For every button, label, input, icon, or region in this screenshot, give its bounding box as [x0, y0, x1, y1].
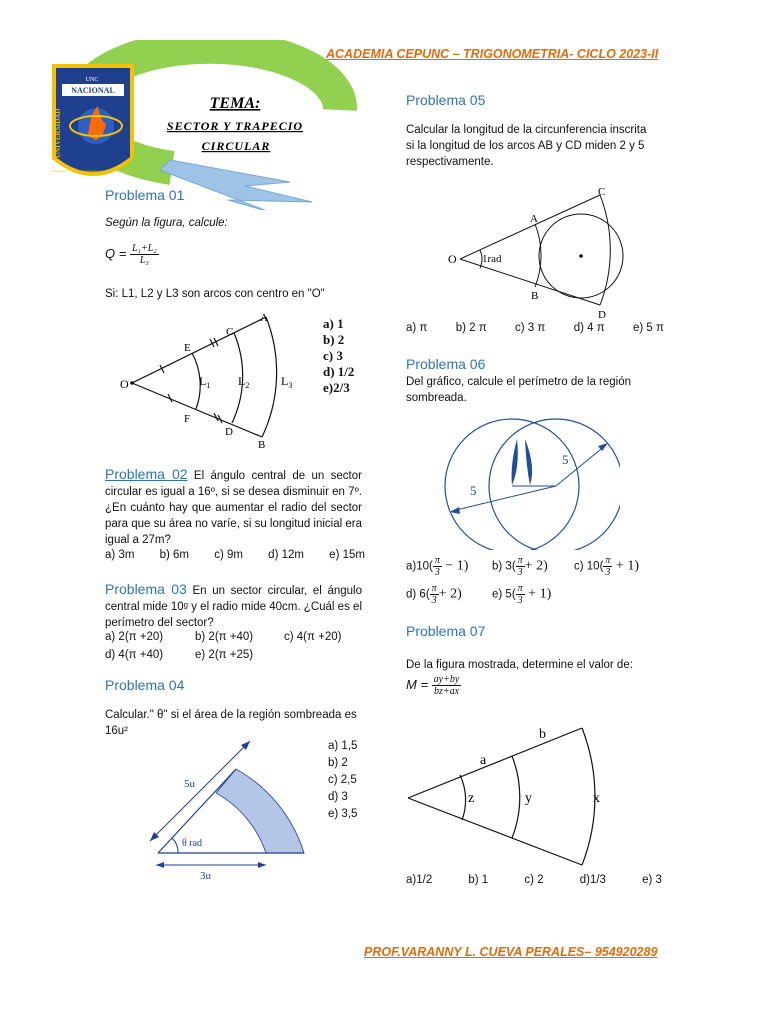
- p6-option-a: a)10( $\frac{\pi}{3}$ − 1): [406, 555, 469, 578]
- p7-formula: [406, 674, 461, 697]
- p7-label-x: x: [593, 791, 600, 806]
- p1-label-l3: $L_3$: [281, 374, 293, 390]
- p2-options: [105, 549, 365, 561]
- p7-figure: [400, 720, 640, 870]
- p4-option-d: d) 3: [328, 791, 348, 803]
- p6-option-e: e) 5( $\frac{\pi}{3}$ + 1): [492, 583, 552, 606]
- p1-sector-figure: [110, 305, 310, 450]
- p1-label-e: E: [184, 342, 191, 354]
- p4-label-theta: θ rad: [182, 838, 203, 849]
- p4-option-b: b) 2: [328, 757, 348, 769]
- p1-option-e: e)2/3: [323, 380, 350, 395]
- p5-option-a: a) π: [406, 322, 428, 334]
- p1-title: Problema 01: [105, 187, 185, 203]
- p1-label-o: O: [120, 377, 129, 391]
- p5-option-e: e) 5 π: [633, 322, 664, 334]
- p5-option-b: b) 2 π: [455, 322, 487, 334]
- p2-option-c: c) 9m: [214, 549, 243, 561]
- p7-label-a: a: [480, 753, 487, 768]
- p6-right-circle: [489, 419, 620, 550]
- p5-title: Problema 05: [406, 92, 486, 108]
- logo-motto: Cajamarca la lógica la tecnología y la defensa de la ecología: [50, 169, 136, 173]
- p6-label-radius-right: 5: [562, 452, 569, 467]
- p2-text: El ángulo central de un sector circular es igual a 16º, si se desea disminuir en 7º. ¿En cuánto hay que aumentar el radio del sector para que su área no varíe, si su longitud inicial era igual a 27m?: [105, 470, 362, 546]
- p3-option-e: e) 2(π +25): [195, 649, 254, 661]
- tema-line2: CIRCULAR: [201, 139, 271, 153]
- p1-label-a: A: [260, 312, 268, 324]
- p6-text: Del gráfico, calcule el perímetro de la región sombreada.: [406, 376, 632, 404]
- p5-option-c: c) 3 π: [515, 322, 546, 334]
- p1-lower-radius: [132, 383, 262, 437]
- p4-options: [328, 738, 357, 823]
- p7-m-den: bz+ax: [433, 686, 460, 697]
- p3-option-a: a) 2(π +20): [105, 631, 164, 643]
- p1-option-a: a) 1: [323, 316, 344, 331]
- p4-text: Calcular." θ" si el área de la región sombreada es 16u²: [105, 709, 357, 737]
- p1-label-l2: $L_2$: [238, 374, 250, 390]
- p7-option-b: b) 1: [468, 874, 489, 886]
- logo-name: NACIONAL: [71, 86, 115, 95]
- p4-option-c: c) 2,5: [328, 774, 357, 786]
- p7-option-d: d)1/3: [579, 874, 606, 886]
- p7-option-e: e) 3: [642, 874, 662, 886]
- p7-arc-z: [460, 775, 466, 820]
- p1-label-d: D: [225, 426, 233, 438]
- p7-text: De la figura mostrada, determine el valor de:: [406, 659, 633, 671]
- p4-option-e: e) 3,5: [328, 808, 358, 820]
- tema-banner: [40, 40, 370, 210]
- p2-option-a: a) 3m: [105, 549, 135, 561]
- p3-option-b: b) 2(π +40): [195, 631, 254, 643]
- p3-text: En un sector circular, el ángulo central mide 10ᵍ y el radio mide 40cm. ¿Cuál es el perímetro del sector?: [105, 585, 362, 629]
- p1-arc-l3: [262, 317, 277, 437]
- p5-arc-ab: [535, 224, 541, 287]
- p4-option-a: a) 1,5: [328, 740, 358, 752]
- p1-formula: [105, 243, 159, 266]
- p7-option-c: c) 2: [524, 874, 544, 886]
- p3-option-d: d) 4(π +40): [105, 649, 164, 661]
- p1-q-num: L₁+L₂: [131, 243, 157, 254]
- p1-options: [323, 316, 354, 396]
- logo-top-text: UNC: [85, 77, 99, 83]
- tema-title: TEMA:: [209, 95, 261, 112]
- p5-option-d: d) 4 π: [573, 322, 605, 334]
- p5-label-d: D: [598, 309, 606, 321]
- p6-option-c: c) 10( $\frac{\pi}{3}$ + 1): [574, 555, 639, 578]
- p5-label-c: C: [598, 186, 606, 198]
- page-header: ACADEMIA CEPUNC – TRIGONOMETRIA- CICLO 2023-II: [326, 47, 659, 61]
- p6-option-b: b) 3( $\frac{\pi}{3}$ + 2): [492, 555, 548, 578]
- p5-figure: [440, 180, 640, 325]
- p7-fraction: [432, 674, 462, 697]
- p4-title: Problema 04: [105, 677, 185, 693]
- p3-option-c: c) 4(π +20): [284, 631, 342, 643]
- p1-option-c: c) 3: [323, 348, 343, 363]
- p2-option-e: e) 15m: [329, 549, 365, 561]
- p3-title: Problema 03: [105, 581, 187, 597]
- p1-label-f: F: [184, 413, 191, 425]
- p7-label-b: b: [539, 727, 546, 742]
- p2-title: Problema 02: [105, 466, 188, 482]
- p7-label-z: z: [468, 791, 475, 806]
- logo-side-text: UNIVERSIDAD: [54, 108, 62, 158]
- p2-option-b: b) 6m: [159, 549, 190, 561]
- p6-option-d: d) 6( $\frac{\pi}{3}$ + 2): [406, 583, 462, 606]
- p6-label-radius-left: 5: [470, 483, 477, 498]
- p4-shaded-region: [216, 769, 304, 853]
- p5-arc-cd: [600, 195, 610, 305]
- p1-intro: Según la figura, calcule:: [105, 217, 228, 229]
- p1-note: Si: L1, L2 y L3 son arcos con centro en "O": [105, 288, 325, 300]
- p1-fraction: [130, 243, 159, 266]
- p7-m-num: ay+by: [433, 674, 460, 685]
- p1-q-lhs: Q =: [105, 245, 127, 261]
- p1-option-d: d) 1/2: [323, 364, 355, 379]
- p7-arc-y: [512, 756, 520, 838]
- p2-option-d: d) 12m: [268, 549, 304, 561]
- page-footer: PROF.VARANNY L. CUEVA PERALES– 954920289: [364, 945, 658, 959]
- p5-options: [406, 322, 664, 334]
- p7-m-lhs: M =: [406, 676, 429, 692]
- p6-title: Problema 06: [406, 356, 486, 372]
- p7-option-a: a)1/2: [406, 874, 433, 886]
- p5-text: Calcular la longitud de la circunferencia inscrita si la longitud de los arcos AB y CD miden 2 y 5 respectivamente.: [406, 124, 647, 168]
- p4-sector-figure: [140, 735, 320, 885]
- p5-label-a: A: [530, 213, 538, 225]
- p1-label-c: C: [226, 326, 234, 338]
- p7-label-y: y: [525, 791, 532, 806]
- p5-label-b: B: [531, 290, 539, 302]
- p3-block: [105, 581, 362, 631]
- p1-label-l1: $L_1$: [199, 374, 211, 390]
- p5-label-angle: 1rad: [482, 253, 502, 265]
- p1-label-b: B: [258, 439, 266, 450]
- p4-label-5u: 5u: [184, 778, 195, 790]
- p2-block: [105, 466, 362, 548]
- p1-option-b: b) 2: [323, 332, 345, 347]
- p6-figure: [440, 415, 620, 550]
- tema-line1: SECTOR Y TRAPECIO: [166, 119, 304, 133]
- p7-options: [406, 874, 662, 886]
- p5-label-o: O: [448, 252, 457, 266]
- p7-title: Problema 07: [406, 623, 486, 639]
- p1-q-den: L₃: [139, 255, 149, 266]
- p4-label-3u: 3u: [200, 870, 211, 882]
